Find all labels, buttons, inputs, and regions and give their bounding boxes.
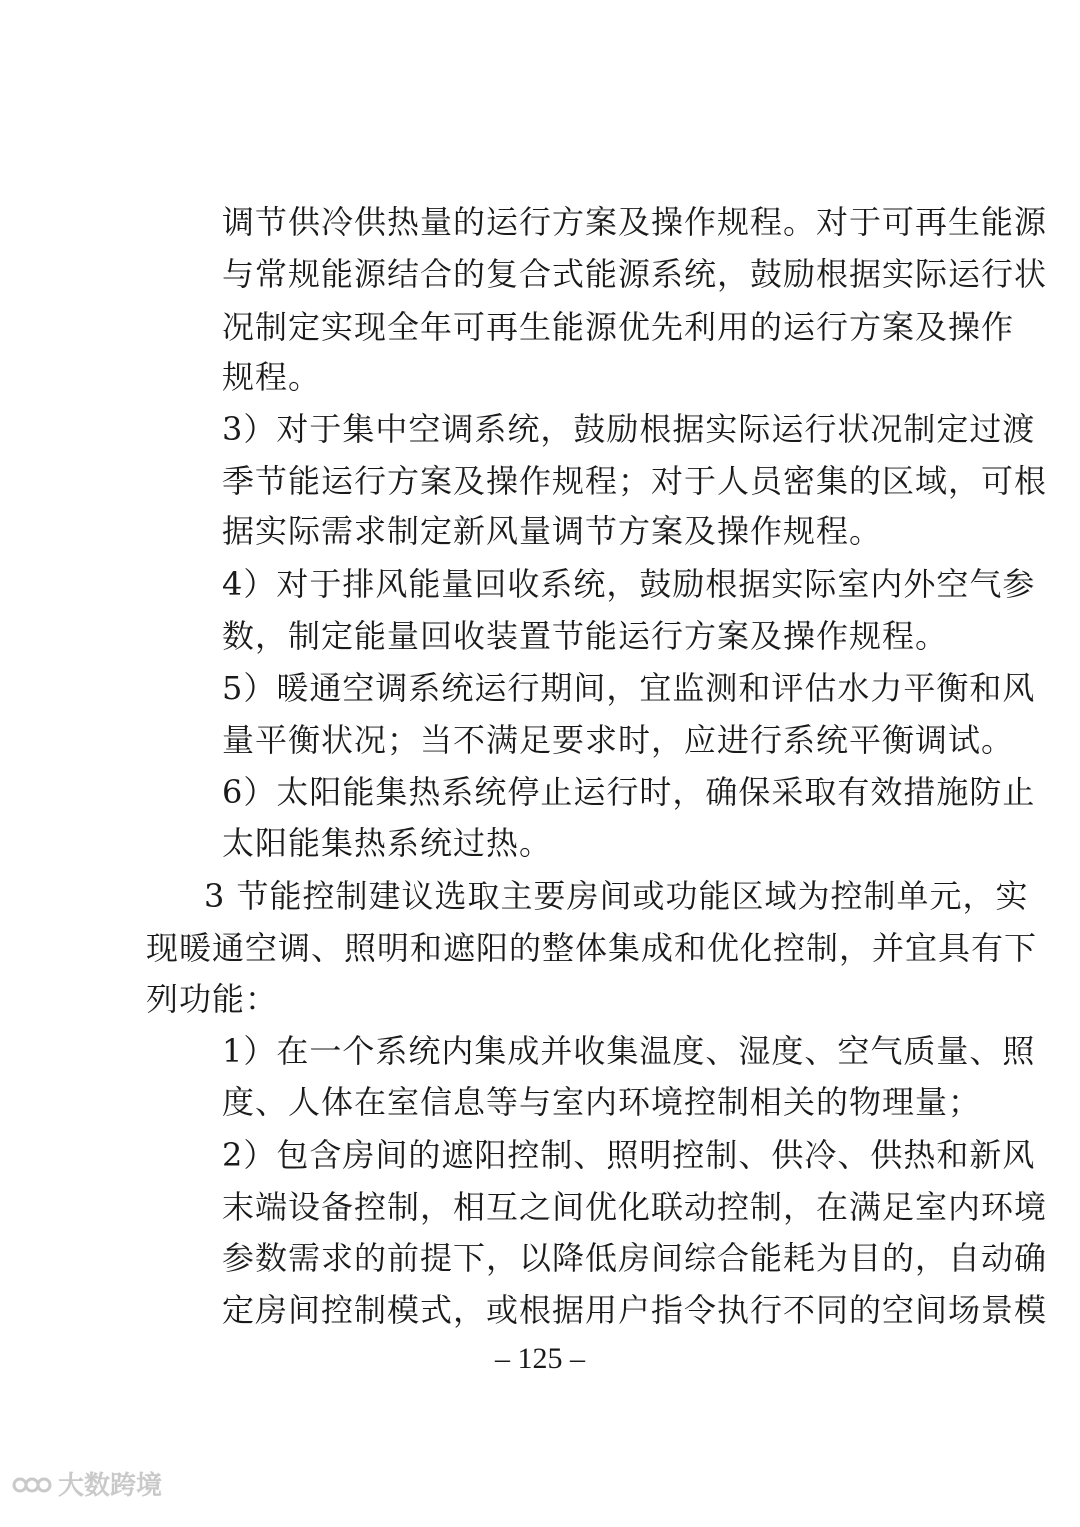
text-line: 1）在一个系统内集成并收集温度、湿度、空气质量、照 [222,1032,1036,1070]
watermark [12,1465,162,1502]
text-line: 季节能运行方案及操作规程；对于人员密集的区域，可根 [222,462,1048,500]
text-line: 5）暖通空调系统运行期间，宜监测和评估水力平衡和风 [222,669,1036,707]
text-line: 调节供冷供热量的运行方案及操作规程。对于可再生能源 [222,203,1048,241]
text-line: 度、人体在室信息等与室内环境控制相关的物理量； [222,1083,982,1121]
text-line: 参数需求的前提下，以降低房间综合能耗为目的，自动确 [222,1239,1048,1277]
text-line: 列功能： [146,980,279,1018]
text-line: 末端设备控制，相互之间优化联动控制，在满足室内环境 [222,1188,1048,1226]
text-line: 规程。 [222,358,322,396]
watermark-logo-icon [12,1470,52,1498]
text-line: 太阳能集热系统过热。 [222,824,553,862]
text-line: 据实际需求制定新风量调节方案及操作规程。 [222,512,883,550]
text-line: 量平衡状况；当不满足要求时，应进行系统平衡调试。 [222,721,1015,759]
text-line: 与常规能源结合的复合式能源系统，鼓励根据实际运行状 [222,255,1048,293]
page-number: – 125 – [495,1342,585,1375]
text-line: 现暖通空调、照明和遮阳的整体集成和优化控制，并宜具有下 [146,929,1038,967]
text-line: 况制定实现全年可再生能源优先利用的运行方案及操作 [222,308,1015,346]
text-line: 6）太阳能集热系统停止运行时，确保采取有效措施防止 [222,773,1036,811]
text-line: 3）对于集中空调系统，鼓励根据实际运行状况制定过渡 [222,410,1036,448]
text-line: 2）包含房间的遮阳控制、照明控制、供冷、供热和新风 [222,1136,1036,1174]
text-line: 4）对于排风能量回收系统，鼓励根据实际室内外空气参 [222,565,1036,603]
watermark-text: 大数跨境 [58,1471,163,1501]
text-line: 数，制定能量回收装置节能运行方案及操作规程。 [222,617,949,655]
text-line: 定房间控制模式，或根据用户指令执行不同的空间场景模 [222,1291,1048,1329]
text-line: 3 节能控制建议选取主要房间或功能区域为控制单元，实 [204,877,1029,915]
